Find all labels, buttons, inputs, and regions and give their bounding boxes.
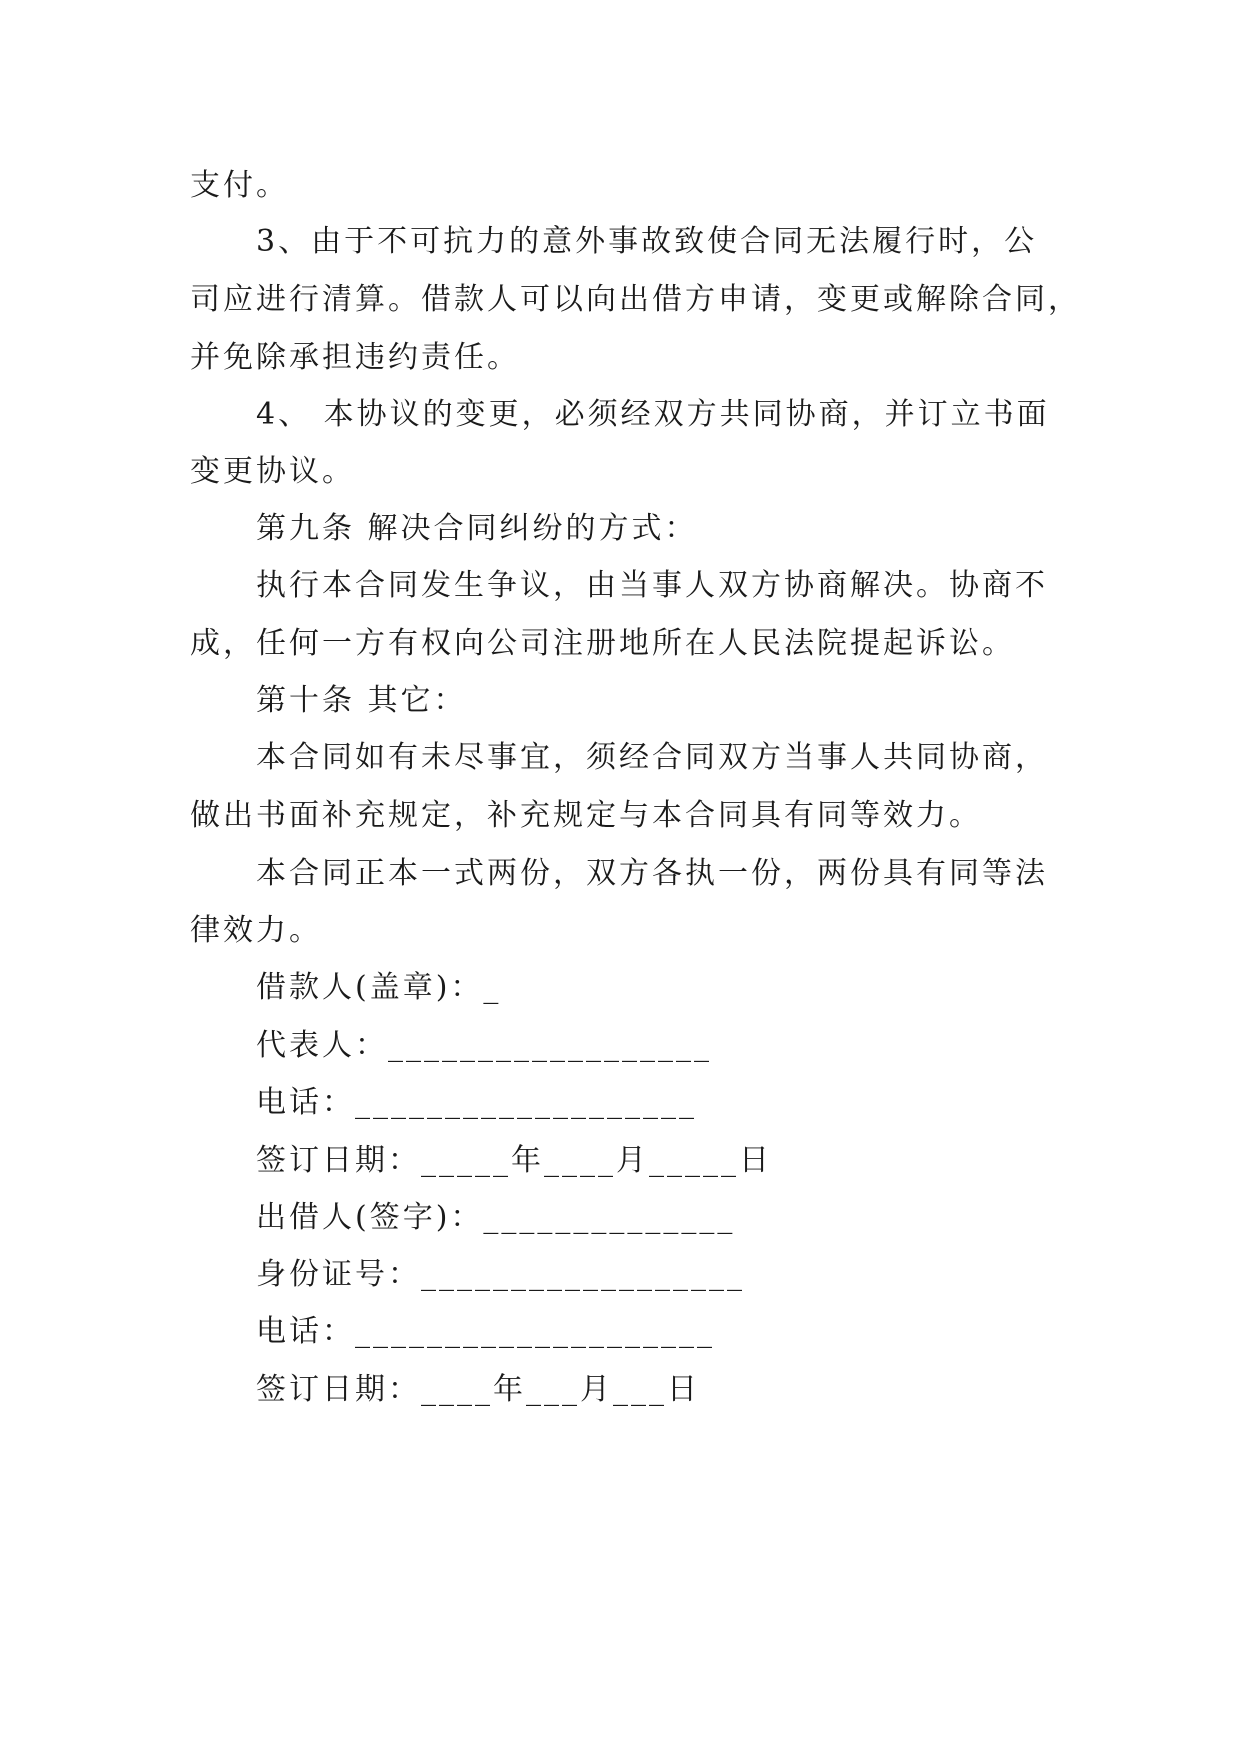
section-heading: 第十条 其它：	[256, 683, 467, 718]
paragraph-line: 并免除承担违约责任。	[190, 340, 520, 375]
paragraph-line: 支付。	[190, 168, 289, 203]
phone-field: 电话：___________________	[256, 1085, 697, 1120]
paragraph-line: 变更协议。	[190, 454, 355, 489]
paragraph-line: 3、由于不可抗力的意外事故致使合同无法履行时，公	[256, 224, 1038, 259]
signing-date-field: 签订日期：_____年____月_____日	[256, 1143, 772, 1178]
paragraph-line: 4、 本协议的变更，必须经双方共同协商，并订立书面	[256, 397, 1050, 432]
paragraph-line: 本合同正本一式两份，双方各执一份，两份具有同等法	[256, 856, 1048, 891]
paragraph-line: 律效力。	[190, 913, 322, 948]
paragraph-line: 做出书面补充规定，补充规定与本合同具有同等效力。	[190, 798, 982, 833]
section-heading: 第九条 解决合同纠纷的方式：	[256, 511, 698, 546]
paragraph-line: 司应进行清算。借款人可以向出借方申请，变更或解除合同，	[190, 282, 1081, 317]
lender-signature-field: 出借人(签字)：______________	[256, 1200, 736, 1235]
paragraph-line: 执行本合同发生争议，由当事人双方协商解决。协商不	[256, 568, 1048, 603]
id-number-field: 身份证号：__________________	[256, 1257, 745, 1292]
representative-field: 代表人：__________________	[256, 1028, 712, 1063]
borrower-seal-field: 借款人(盖章)：_	[256, 970, 502, 1005]
paragraph-line: 成，任何一方有权向公司注册地所在人民法院提起诉讼。	[190, 626, 1015, 661]
signing-date-field: 签订日期：____年___月___日	[256, 1372, 700, 1407]
paragraph-line: 本合同如有未尽事宜，须经合同双方当事人共同协商，	[256, 740, 1048, 775]
phone-field: 电话：____________________	[256, 1314, 715, 1349]
